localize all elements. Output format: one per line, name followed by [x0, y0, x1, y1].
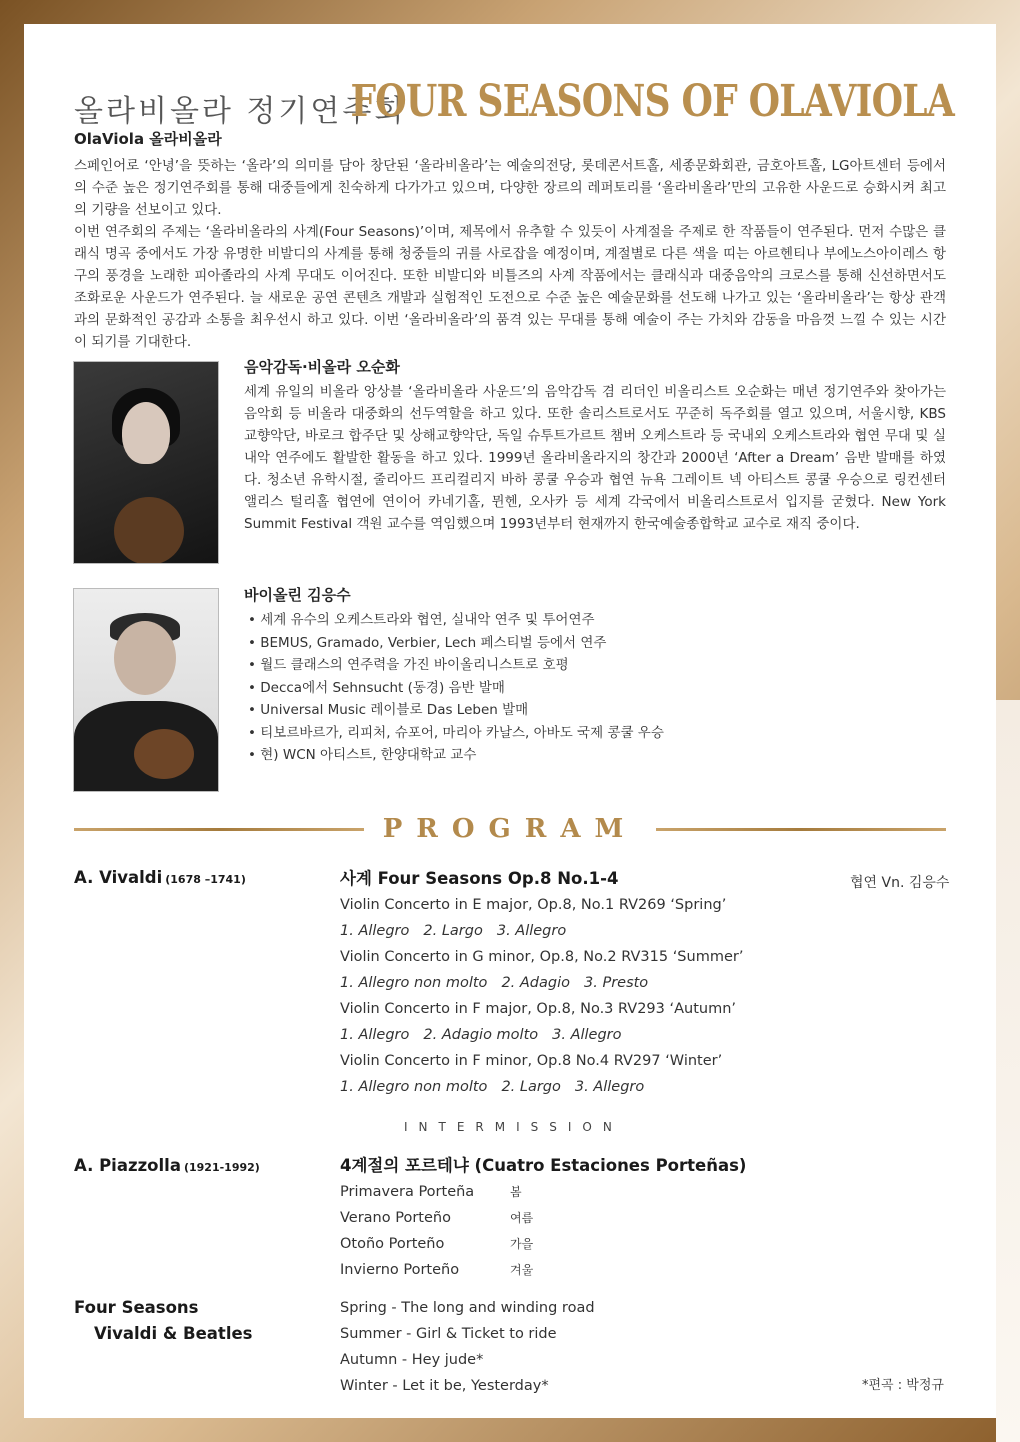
movement: 2. Adagio — [501, 975, 570, 991]
header — [74, 74, 954, 134]
list-item: Spring - The long and winding road — [340, 1300, 595, 1316]
season-name: Invierno Porteño — [340, 1262, 460, 1278]
korean-title: 올라비올라 정기연주회 — [74, 94, 407, 129]
divider-right — [656, 828, 946, 831]
season-row — [340, 1257, 940, 1283]
composer-years: (1678 –1741) — [165, 873, 246, 886]
composer-beatles — [74, 1295, 252, 1347]
intro-paragraph-1: 스페인어로 ‘안녕’을 뜻하는 ‘올라’의 의미를 담아 창단된 ‘올라비올라’는 예술의전당, 롯데콘서트홀, 세종문화회관, 금호아트홀, LG아트센터 등에서의 수준 높은 정기연주회를 통해 대중들에게 친숙하게 다가가고 있으며, 다양한 장르의 레퍼토리를 ‘올라비올라’만의 고유한 사운드로 승화시켜 최고의 기량을 선보이고 있다. — [74, 158, 946, 218]
english-title: FOUR SEASONS OF OLAVIOLA — [350, 76, 954, 127]
intro-section — [74, 128, 946, 353]
movements — [340, 1074, 940, 1100]
list-item: • 월드 클래스의 연주력을 가진 바이올리니스트로 호평 — [248, 654, 946, 677]
season-name: Verano Porteño — [340, 1210, 451, 1226]
season-row — [340, 1205, 940, 1231]
bio-violist-text: 세계 유일의 비올라 앙상블 ‘올라비올라 사운드’의 음악감독 겸 리더인 비올리스트 오순화는 매년 정기연주와 찾아가는 음악회 등 비올라 대중화의 선두역할을 하고 있다. 또한 솔리스트로서도 꾸준히 독주회를 열고 있으며, 서울시향, KBS 교향악단, 바로크 합주단 및 상해교향악단, 독일 슈투트가르트 챔버 오케스트라 등 국내외 오케스트라와 협연 무대 및 실내악 연주에도 활발한 활동을 하고 있다. 1999년 올라비올라지의 창간과 2000년 ‘After a Dream’ 음반 발매를 하였다. 청소년 유학시절, 줄리아드 프리컬리지 바하 콩쿨 우승과 협연 뉴욕 그레이트 넥 아티스트 콩쿨 우승으로 링컨센터 앨리스 털리홀 협연에 연이어 카네기홀, 뮌헨, 오사카 등 세계 각국에서 비올리스트로서 입지를 굳혔다. New York Summit Festival 객원 교수를 역임했으며 1993년부터 현재까지 한국예술종합학교 교수로 재직 중이다. — [244, 384, 946, 532]
list-item: • 세계 유수의 오케스트라와 협연, 실내악 연주 및 투어연주 — [248, 609, 946, 632]
work-vivaldi — [340, 866, 940, 1100]
program-heading — [74, 814, 946, 844]
collaboration-note: 협연 Vn. 김응수 — [850, 875, 950, 891]
composer-years: (1921-1992) — [183, 1161, 260, 1174]
work-title: 4계절의 포르테냐 (Cuatro Estaciones Porteñas) — [340, 1156, 747, 1175]
intro-title: OlaViola 올라비올라 — [74, 130, 222, 148]
list-item: • Universal Music 레이블로 Das Leben 발매 — [248, 699, 946, 722]
season-korean: 봄 — [510, 1185, 522, 1199]
bio-violinist-title: 바이올린 김응수 — [244, 586, 351, 604]
season-korean: 겨울 — [510, 1263, 534, 1277]
season-row — [340, 1179, 940, 1205]
list-item: Winter - Let it be, Yesterday* — [340, 1378, 549, 1394]
list-item: Summer - Girl & Ticket to ride — [340, 1326, 557, 1342]
movement: 3. Allegro — [496, 923, 567, 939]
movement: 1. Allegro non molto — [340, 1079, 488, 1095]
movements — [340, 918, 940, 944]
intro-paragraph-2: 이번 연주회의 주제는 ‘올라비올라의 사계(Four Seasons)’이며, 제목에서 유추할 수 있듯이 사계절을 주제로 한 작품들이 연주된다. 먼저 수많은 클래식 명곡 중에서도 가장 유명한 비발디의 사계를 통해 청중들의 귀를 사로잡을 예정이며, 계절별로 다른 색을 띠는 아르헨티나 부에노스아이레스 항구의 풍경을 노래한 피아졸라의 사계 무대도 이어진다. 또한 비발디와 비틀즈의 사계 작품에서는 클래식과 대중음악의 크로스를 통해 신선하면서도 조화로운 사운드가 연주된다. 늘 새로운 공연 콘텐츠 개발과 실험적인 도전으로 수준 높은 예술문화를 선도해 나가고 있는 ‘올라비올라’는 항상 관객과의 문화적인 공감과 소통을 최우선시 하고 있다. 이번 ‘올라비올라’의 품격 있는 무대를 통해 예술이 주는 가치와 감동을 마음껏 느낄 수 있는 시간이 되기를 기대한다. — [74, 224, 946, 350]
program-page — [24, 24, 996, 1418]
movement: 1. Allegro non molto — [340, 975, 488, 991]
movement: 3. Allegro — [574, 1079, 645, 1095]
season-row — [340, 1231, 940, 1257]
movement: 2. Largo — [423, 923, 483, 939]
movement: 2. Adagio molto — [423, 1027, 539, 1043]
arrangement-note: *편곡 : 박정규 — [862, 1378, 944, 1393]
movements — [340, 1022, 940, 1048]
season-korean: 여름 — [510, 1211, 534, 1225]
violinist-photo — [73, 588, 219, 792]
composer-name: A. Piazzolla — [74, 1156, 181, 1175]
season-name: Primavera Porteña — [340, 1184, 475, 1200]
movement: 1. Allegro — [340, 923, 410, 939]
movement: 3. Allegro — [552, 1027, 622, 1043]
violist-photo — [73, 361, 219, 564]
program-title: PROGRAM — [382, 814, 638, 844]
concerto-title: Violin Concerto in G minor, Op.8, No.2 RV315 ‘Summer’ — [340, 949, 744, 965]
work-title: 사계 Four Seasons Op.8 No.1-4 — [340, 869, 619, 888]
movement: 1. Allegro — [340, 1027, 410, 1043]
season-name: Otoño Porteño — [340, 1236, 445, 1252]
concerto-title: Violin Concerto in F major, Op.8, No.3 RV293 ‘Autumn’ — [340, 1001, 737, 1017]
bio-violinist-list — [244, 609, 946, 767]
work-beatles — [340, 1295, 940, 1399]
movements — [340, 970, 940, 996]
concerto-title: Violin Concerto in F minor, Op.8 No.4 RV297 ‘Winter’ — [340, 1053, 723, 1069]
movement: 2. Largo — [501, 1079, 561, 1095]
concerto-title: Violin Concerto in E major, Op.8, No.1 RV269 ‘Spring’ — [340, 897, 727, 913]
composer-piazzolla — [74, 1156, 260, 1175]
bio-violinist — [244, 584, 946, 767]
bio-violist — [244, 356, 946, 535]
intermission-label: INTERMISSION — [404, 1120, 623, 1134]
right-edge-strip — [996, 700, 1020, 1442]
season-korean: 가을 — [510, 1237, 534, 1251]
bio-violist-title: 음악감독·비올라 오순화 — [244, 358, 400, 376]
composer-vivaldi — [74, 868, 246, 887]
movement: 3. Presto — [584, 975, 649, 991]
list-item: • BEMUS, Gramado, Verbier, Lech 페스티벌 등에서 연주 — [248, 632, 946, 655]
list-item: • Decca에서 Sehnsucht (동경) 음반 발매 — [248, 677, 946, 700]
work-piazzolla — [340, 1153, 940, 1283]
list-item: Autumn - Hey jude* — [340, 1352, 484, 1368]
list-item: • 현) WCN 아티스트, 한양대학교 교수 — [248, 744, 946, 767]
list-item: • 티보르바르가, 리피처, 슈포어, 마리아 카날스, 아바도 국제 콩쿨 우승 — [248, 722, 946, 745]
composer-name: A. Vivaldi — [74, 868, 163, 887]
work-title-line-1: Four Seasons — [74, 1298, 199, 1317]
work-title-line-2: Vivaldi & Beatles — [94, 1324, 253, 1343]
